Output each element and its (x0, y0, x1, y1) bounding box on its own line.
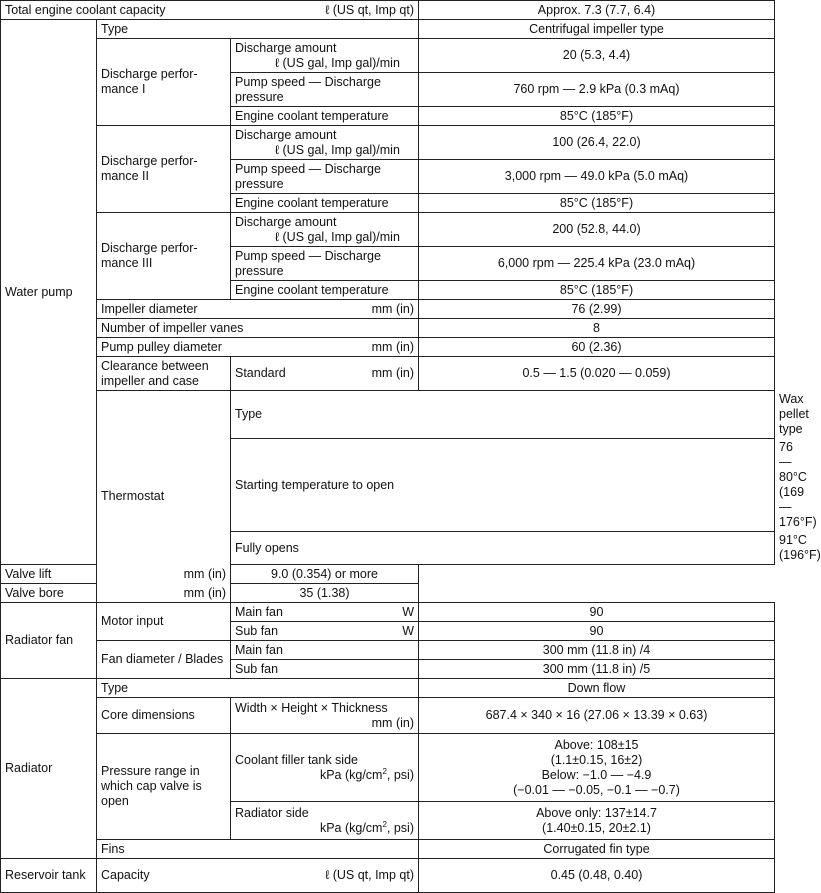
perf2-temp-value: 85°C (185°F) (419, 194, 775, 213)
pulley-diameter-row (1, 338, 775, 357)
perf3-temp-value: 85°C (185°F) (419, 281, 775, 300)
impeller-diameter-text: Impeller diameter (101, 301, 198, 316)
perf3-amount-value: 200 (52.8, 44.0) (419, 213, 775, 247)
perf2-speed-label: Pump speed — Discharge pressure (231, 160, 419, 194)
fan-diameter-sub-label: Sub fan (231, 660, 419, 679)
main-fan-text: Main fan (235, 604, 283, 619)
pulley-diameter-label (97, 338, 419, 357)
perf1-temp-value: 85°C (185°F) (419, 107, 775, 126)
thermostat-bore-row (1, 584, 775, 603)
filler-tank-text: Coolant filler tank side (235, 752, 358, 767)
fan-diameter-sub-value: 300 mm (11.8 in) /5 (419, 660, 775, 679)
perf2-amount-row (1, 126, 775, 160)
radiator-type-label: Type (97, 679, 419, 698)
water-pump-section: Water pump (1, 20, 97, 565)
core-dimensions-sub (231, 698, 419, 734)
thermostat-bore-label (1, 584, 231, 603)
clearance-standard (231, 357, 419, 391)
water-pump-type-label: Type (97, 20, 419, 39)
thermostat-type-label: Type (231, 391, 775, 439)
perf2-amount-value: 100 (26.4, 22.0) (419, 126, 775, 160)
impeller-diameter-unit: mm (in) (371, 301, 414, 316)
thermostat-bore-text: Valve bore (5, 585, 64, 600)
perf3-amount-row (1, 213, 775, 247)
impeller-vanes-value: 8 (419, 319, 775, 338)
filler-above: Above: 108±15 (554, 737, 639, 752)
unit-post: , psi) (386, 767, 414, 782)
fins-value: Corrugated fin type (419, 840, 775, 859)
fins-label: Fins (97, 840, 419, 859)
water-pump-type-value: Centrifugal impeller type (419, 20, 775, 39)
radiator-type-value: Down flow (419, 679, 775, 698)
thermostat-lift-label (1, 565, 231, 584)
thermostat-start-row: Starting temperature to open 76 — 80°C (169 — 176°F) (1, 439, 775, 532)
radiator-fan-section: Radiator fan (1, 603, 97, 679)
radiator-side-unit (235, 821, 414, 836)
clearance-standard-text: Standard (235, 366, 286, 380)
thermostat-fully-row: Fully opens 91°C (196°F) (1, 532, 775, 565)
fan-motor-label: Motor input (97, 603, 231, 641)
fan-diameter-main-value: 300 mm (11.8 in) /4 (419, 641, 775, 660)
perf1-amount-value: 20 (5.3, 4.4) (419, 39, 775, 73)
impeller-vanes-row (1, 319, 775, 338)
pulley-diameter-unit: mm (in) (371, 339, 414, 354)
thermostat-start-label: Starting temperature to open (231, 439, 775, 532)
total-capacity-label (1, 1, 419, 20)
fan-diameter-label: Fan diameter / Blades (97, 641, 231, 679)
thermostat-fully-label: Fully opens (231, 532, 775, 565)
thermostat-bore-unit: mm (in) (183, 585, 226, 600)
pressure-range-label: Pressure range in which cap valve is open (97, 734, 231, 840)
reservoir-capacity-text: Capacity (101, 868, 150, 882)
radiator-type-row (1, 679, 775, 698)
impeller-diameter-value: 76 (2.99) (419, 300, 775, 319)
perf3-amount-label (231, 213, 419, 247)
perf3-speed-value: 6,000 rpm — 225.4 kPa (23.0 mAq) (419, 247, 775, 281)
perf3-speed-label: Pump speed — Discharge pressure (231, 247, 419, 281)
perf1-amount-row (1, 39, 775, 73)
discharge-amount-text: Discharge amount (235, 214, 337, 229)
fan-motor-sub-value: 90 (419, 622, 775, 641)
discharge-amount-unit: ℓ (US gal, Imp gal)/min (275, 55, 400, 70)
water-pump-type-row (1, 20, 775, 39)
pulley-diameter-text: Pump pulley diameter (101, 339, 222, 354)
core-dimensions-sub-text: Width × Height × Thickness (235, 700, 388, 715)
discharge-amount-unit: ℓ (US gal, Imp gal)/min (275, 229, 400, 244)
thermostat-bore-value: 35 (1.38) (231, 584, 419, 603)
thermostat-lift-row (1, 565, 775, 584)
perf1-speed-label: Pump speed — Discharge pressure (231, 73, 419, 107)
radiator-side-above-alt: (1.40±0.15, 20±2.1) (542, 820, 651, 835)
core-dimensions-value: 687.4 × 340 × 16 (27.06 × 13.39 × 0.63) (419, 698, 775, 734)
total-capacity-unit: ℓ (US qt, Imp qt) (325, 2, 414, 17)
perf2-label: Discharge perfor-mance II (97, 126, 231, 213)
total-capacity-row (1, 1, 775, 20)
discharge-amount-text: Discharge amount (235, 40, 337, 55)
fan-diameter-main-row (1, 641, 775, 660)
impeller-vanes-label: Number of impeller vanes (97, 319, 419, 338)
fins-row (1, 840, 775, 859)
clearance-row (1, 357, 775, 391)
discharge-amount-unit: ℓ (US gal, Imp gal)/min (275, 142, 400, 157)
core-dimensions-label: Core dimensions (97, 698, 231, 734)
impeller-diameter-row (1, 300, 775, 319)
perf1-speed-value: 760 rpm — 2.9 kPa (0.3 mAq) (419, 73, 775, 107)
total-capacity-label-text: Total engine coolant capacity (5, 2, 166, 17)
perf3-temp-label: Engine coolant temperature (231, 281, 419, 300)
reservoir-capacity-unit: ℓ (US qt, Imp qt) (325, 868, 414, 882)
unit-pre: kPa (kg/cm (319, 820, 383, 835)
fan-motor-sub-label (231, 622, 419, 641)
reservoir-section: Reservoir tank (1, 859, 97, 893)
unit-sup: 2 (382, 819, 387, 829)
watt-unit: W (402, 623, 414, 638)
pulley-diameter-value: 60 (2.36) (419, 338, 775, 357)
discharge-amount-text: Discharge amount (235, 127, 337, 142)
impeller-diameter-label (97, 300, 419, 319)
total-capacity-value: Approx. 7.3 (7.7, 6.4) (419, 1, 775, 20)
filler-tank-value (419, 734, 775, 802)
sub-fan-text: Sub fan (235, 623, 279, 638)
reservoir-capacity-label (97, 859, 419, 893)
perf1-temp-label: Engine coolant temperature (231, 107, 419, 126)
thermostat-section: Thermostat (97, 391, 231, 603)
filler-below: Below: −1.0 — −4.9 (541, 767, 652, 782)
fan-diameter-main-label: Main fan (231, 641, 419, 660)
perf2-amount-label (231, 126, 419, 160)
reservoir-capacity-value: 0.45 (0.48, 0.40) (419, 859, 775, 893)
radiator-section: Radiator (1, 679, 97, 859)
unit-pre: kPa (kg/cm (319, 767, 383, 782)
thermostat-type-row: Thermostat Type Wax pellet type (1, 391, 775, 439)
thermostat-lift-unit: mm (in) (183, 566, 226, 581)
unit-sup: 2 (382, 766, 387, 776)
fan-motor-main-value: 90 (419, 603, 775, 622)
fan-motor-main-label (231, 603, 419, 622)
filler-tank-row (1, 734, 775, 802)
radiator-side-label (231, 802, 419, 840)
radiator-side-value (419, 802, 775, 840)
unit-post: , psi) (386, 820, 414, 835)
filler-tank-unit (235, 768, 414, 783)
perf1-amount-label (231, 39, 419, 73)
fan-motor-main-row (1, 603, 775, 622)
radiator-side-text: Radiator side (235, 805, 309, 820)
perf2-temp-label: Engine coolant temperature (231, 194, 419, 213)
core-dimensions-unit: mm (in) (371, 715, 414, 730)
clearance-label: Clearance between impeller and case (97, 357, 231, 391)
filler-below-alt: (−0.01 — −0.05, −0.1 — −0.7) (513, 782, 680, 797)
perf1-label: Discharge perfor-mance I (97, 39, 231, 126)
thermostat-lift-text: Valve lift (5, 566, 52, 581)
clearance-unit: mm (in) (371, 366, 414, 380)
thermostat-lift-value: 9.0 (0.354) or more (231, 565, 419, 584)
perf3-label: Discharge perfor-mance III (97, 213, 231, 300)
clearance-value: 0.5 — 1.5 (0.020 — 0.059) (419, 357, 775, 391)
watt-unit: W (402, 604, 414, 619)
filler-above-alt: (1.1±0.15, 16±2) (550, 752, 643, 767)
filler-tank-label (231, 734, 419, 802)
radiator-side-above: Above only: 137±14.7 (536, 805, 657, 820)
reservoir-row (1, 859, 775, 893)
core-dimensions-row (1, 698, 775, 734)
perf2-speed-value: 3,000 rpm — 49.0 kPa (5.0 mAq) (419, 160, 775, 194)
